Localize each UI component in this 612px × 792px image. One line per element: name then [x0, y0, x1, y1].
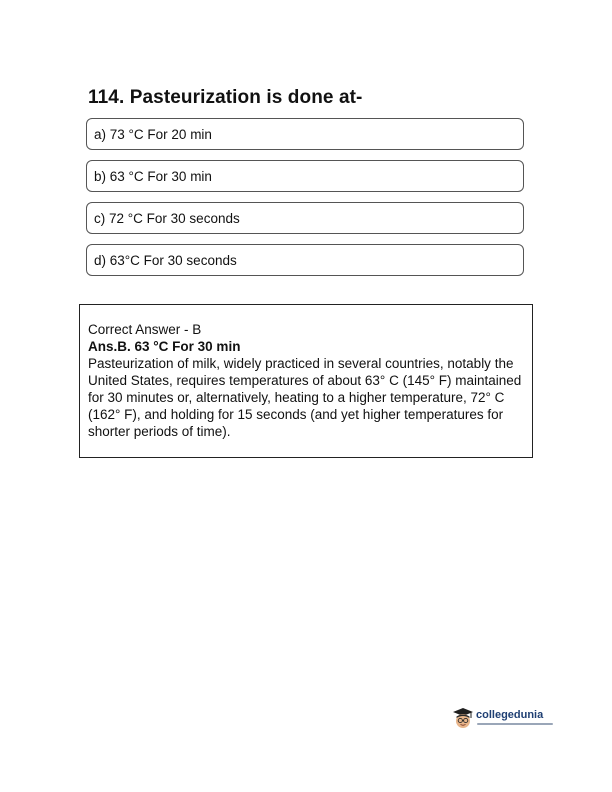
answer-heading: Ans.B. 63 °C For 30 min [88, 339, 241, 354]
answer-box [79, 304, 533, 458]
graduate-mascot-icon [452, 707, 474, 731]
answer-explanation: Pasteurization of milk, widely practiced in several countries, notably the United States, requires temperatures of about 63° C (145° F) maintained for 30 minutes or, alternatively, heating to a higher temperature, 72° C (162° F), and holding for 15 seconds (and yet higher temperatures for shorter periods of time). [88, 356, 522, 439]
question-title: 114. Pasteurization is done at- [88, 87, 363, 108]
option-b[interactable] [86, 160, 524, 192]
logo-text: collegedunia [476, 709, 544, 721]
option-d[interactable] [86, 244, 524, 276]
option-c-label: c) 72 °C For 30 seconds [94, 210, 240, 226]
option-b-label: b) 63 °C For 30 min [94, 168, 212, 184]
option-d-label: d) 63°C For 30 seconds [94, 252, 237, 268]
correct-answer-label: Correct Answer - B [88, 322, 202, 337]
option-a-label: a) 73 °C For 20 min [94, 126, 212, 142]
option-c[interactable] [86, 202, 524, 234]
collegedunia-logo[interactable] [452, 705, 562, 735]
option-a[interactable] [86, 118, 524, 150]
logo-tagline [477, 723, 553, 725]
